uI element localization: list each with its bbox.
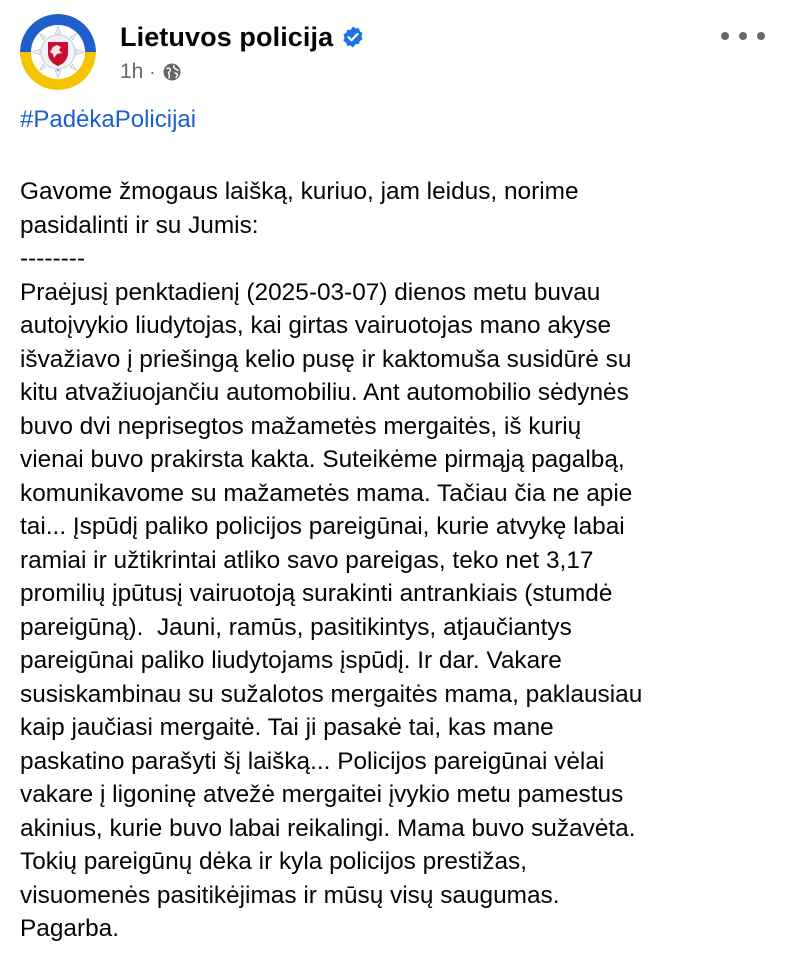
more-dot xyxy=(721,32,729,40)
hashtag-link[interactable]: #PadėkaPolicijai xyxy=(20,106,197,133)
meta-separator: · xyxy=(149,61,156,82)
globe-icon[interactable] xyxy=(162,62,182,82)
page-name-row xyxy=(120,18,365,56)
more-dot xyxy=(757,32,765,40)
post-header xyxy=(20,14,765,90)
post-time[interactable]: 1h xyxy=(120,60,144,83)
post-meta xyxy=(120,60,182,84)
post-message: Gavome žmogaus laišką, kuriuo, jam leidus, norime pasidalinti ir su Jumis: -------- Praėjusį penktadienį (2025-03-07) dienos metu buvau autoįvykio liudytojas, kai girtas vairuotojas mano akyse išvažiavo į priešingą kelio pusę ir kaktomuša susidūrė su kitu atvažiuojančiu automobiliu. Ant automobilio sėdynės buvo dvi neprisegtos mažametės mergaitės, iš kurių vienai buvo prakirsta kakta. Suteikėme pirmąją pagalbą, komunikavome su mažametės mama. Tačiau čia ne apie tai... Įspūdį paliko policijos pareigūnai, kurie atvykę labai ramiai ir užtikrintai atliko savo pareigas, teko net 3,17 promilių įpūtusį vairuotoją surakinti antrankiais (stumdė pareigūną). Jauni, ramūs, pasitikintys, atjaučiantys pareigūnai paliko liudytojams įspūdį. Ir dar. Vakare susiskambinau su sužalotos mergaitės mama, paklausiau kaip jaučiasi mergaitė. Tai ji pasakė tai, kas mane paskatino parašyti šį laišką... Policijos pareigūnai vėlai vakare į ligoninę atvežė mergaitei įvykio metu pamestus akinius, kurie buvo labai reikalingi. Mama buvo sužavėta. Tokių pareigūnų dėka ir kyla policijos prestižas, visuomenės pasitikėjimas ir mūsų visų saugumas. Pagarba. xyxy=(20,178,643,942)
police-emblem-icon xyxy=(20,14,96,90)
more-dot xyxy=(739,32,747,40)
more-options-icon[interactable] xyxy=(721,22,765,50)
page-avatar[interactable] xyxy=(20,14,96,90)
svg-text:✦: ✦ xyxy=(55,68,61,74)
page-name[interactable]: Lietuvos policija xyxy=(120,21,334,52)
verified-badge-icon xyxy=(341,25,365,49)
